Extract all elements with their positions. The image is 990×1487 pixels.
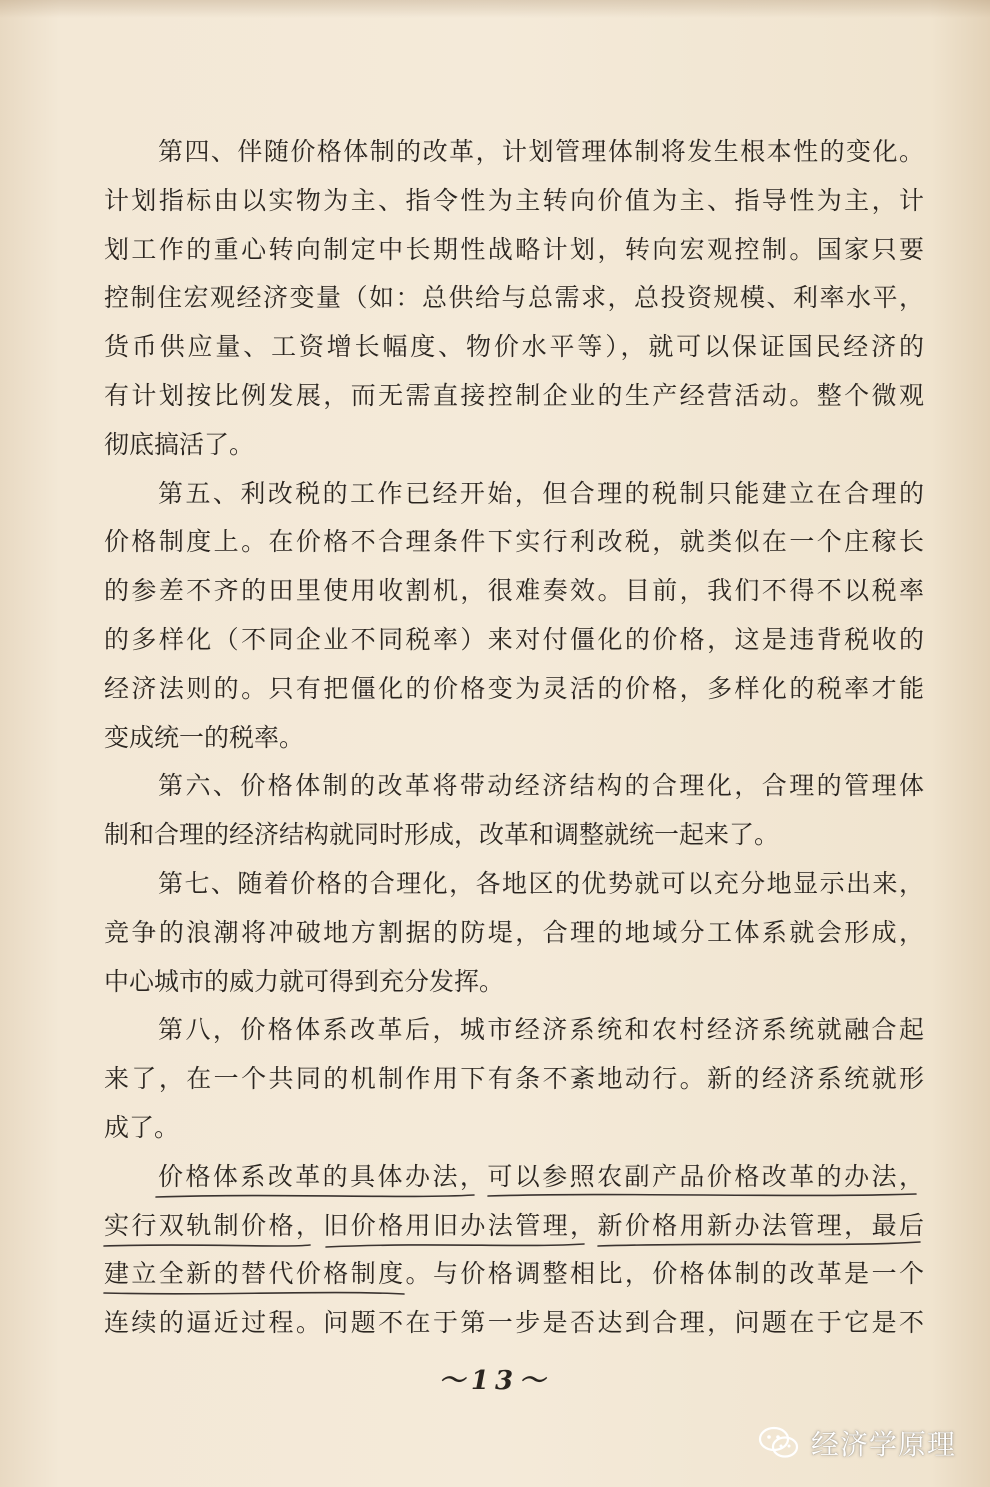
underlined-text-line: 价格体系改革的具体办法，可以参照农副产品价格改革的办法，	[104, 1153, 924, 1202]
text-line: 的参差不齐的田里使用收割机，很难奏效。目前，我们不得不以税率	[104, 576, 924, 606]
underlined-text-line: 建立全新的替代价格制度。与价格调整相比，价格体制的改革是一个	[104, 1250, 924, 1299]
text-line: 变成统一的税率。	[104, 722, 305, 752]
text-line: 中心城市的威力就可得到充分发挥。	[104, 966, 505, 996]
wechat-icon	[757, 1424, 801, 1462]
text-line: 价格制度上。在价格不合理条件下实行利改税，就类似在一个庄稼长	[104, 527, 924, 557]
text-line: 第七、随着价格的合理化，各地区的优势就可以充分地显示出来，	[158, 868, 924, 898]
text-line: 划工作的重心转向制定中长期性战略计划，转向宏观控制。国家只要	[104, 234, 924, 264]
text-line: 计划指标由以实物为主、指令性为主转向价值为主、指导性为主，计	[104, 185, 924, 215]
text-line: 货币供应量、工资增长幅度、物价水平等），就可以保证国民经济的	[104, 332, 924, 362]
text-line: 经济法则的。只有把僵化的价格变为灵活的价格，多样化的税率才能	[104, 673, 924, 703]
text-line: 连续的逼近过程。问题不在于第一步是否达到合理，问题在于它是不	[104, 1308, 924, 1338]
text-line: 控制住宏观经济变量（如：总供给与总需求，总投资规模、利率水平，	[104, 283, 924, 313]
text-line: 竞争的浪潮将冲破地方割据的防堤，合理的地域分工体系就会形成，	[104, 917, 924, 947]
text-line: 第四、伴随价格体制的改革，计划管理体制将发生根本性的变化。	[158, 137, 924, 166]
text-line: 来了，在一个共同的机制作用下有条不紊地动行。新的经济系统就形	[104, 1064, 924, 1094]
text-line: 成了。	[104, 1112, 180, 1142]
text-line: 第六、价格体制的改革将带动经济结构的合理化，合理的管理体	[158, 771, 924, 801]
text-line: 第八，价格体系改革后，城市经济系统和农村经济系统就融合起	[158, 1015, 924, 1045]
text-line: 制和合理的经济结构就同时形成，改革和调整就统一起来了。	[104, 820, 780, 850]
text-line: 彻底搞活了。	[104, 429, 255, 459]
underlined-text-line: 实行双轨制价格，旧价格用旧办法管理，新价格用新办法管理，最后	[104, 1202, 924, 1251]
watermark	[757, 1422, 956, 1464]
page-number: ～13～	[438, 1366, 552, 1396]
watermark-text: 经济学原理	[810, 1428, 956, 1461]
body-text	[104, 128, 924, 1348]
text-line: 第五、利改税的工作已经开始，但合理的税制只能建立在合理的	[158, 478, 924, 508]
text-line: 的多样化（不同企业不同税率）来对付僵化的价格，这是违背税收的	[104, 624, 924, 654]
page-edge-shadow	[0, 0, 990, 18]
text-line: 有计划按比例发展，而无需直接控制企业的生产经营活动。整个微观	[104, 380, 924, 410]
